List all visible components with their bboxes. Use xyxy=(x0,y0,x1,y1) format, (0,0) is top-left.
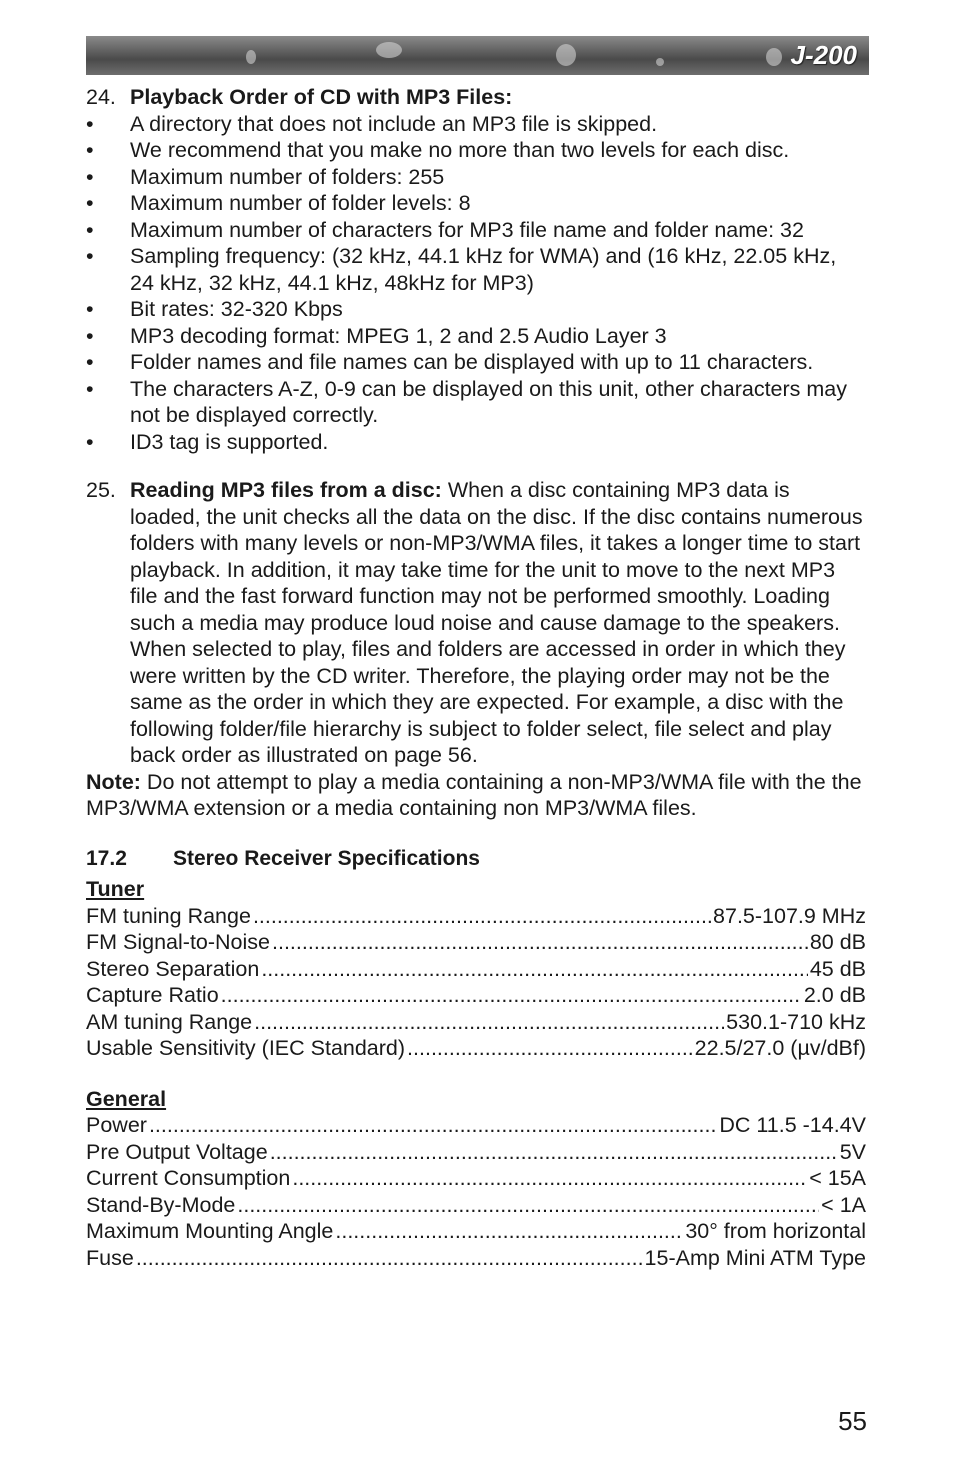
spec-value: 80 dB xyxy=(809,930,866,954)
section-24-heading xyxy=(86,84,866,111)
bullet-icon: • xyxy=(86,217,94,242)
list-item xyxy=(86,243,866,296)
spec-label: Maximum Mounting Angle xyxy=(86,1219,334,1243)
spec-label: AM tuning Range xyxy=(86,1009,253,1034)
spec-label: FM Signal-to-Noise xyxy=(86,930,270,954)
section-17-2-heading xyxy=(86,846,866,873)
spec-row xyxy=(86,1218,866,1245)
spec-row xyxy=(86,1112,866,1139)
spec-value: 2.0 dB xyxy=(803,983,866,1007)
dot-leader xyxy=(292,1165,807,1192)
dot-leader xyxy=(270,1139,838,1166)
list-item-text: Maximum number of folder levels: 8 xyxy=(130,191,471,215)
bullet-icon: • xyxy=(86,111,94,136)
page-number: 55 xyxy=(838,1406,867,1436)
model-name: J-200 xyxy=(790,40,857,70)
bullet-icon: • xyxy=(86,244,94,268)
spec-value: DC 11.5 -14.4V xyxy=(719,1113,866,1137)
spec-label: Power xyxy=(86,1113,147,1137)
decorative-drop-icon xyxy=(376,42,402,58)
list-item-text: Sampling frequency: (32 kHz, 44.1 kHz for WMA) and (16 kHz, 22.05 kHz, 24 kHz, 32 kHz, 44.1 kHz, 48kHz for MP3) xyxy=(130,244,837,295)
spec-value: < 15A xyxy=(809,1166,866,1190)
spec-row xyxy=(86,1245,866,1272)
spec-row xyxy=(86,1009,866,1036)
bullet-icon: • xyxy=(86,297,94,321)
header-banner xyxy=(86,36,869,75)
bullet-icon: • xyxy=(86,429,94,454)
spec-label: Stand-By-Mode xyxy=(86,1192,236,1217)
section-number: 25. xyxy=(86,478,116,502)
tuner-heading: Tuner xyxy=(86,877,145,901)
page-content xyxy=(86,84,866,1271)
bullet-list xyxy=(86,111,866,456)
spec-row xyxy=(86,929,866,956)
spec-value: 530.1-710 kHz xyxy=(726,1009,866,1034)
bullet-icon: • xyxy=(86,376,94,401)
list-item-text: Folder names and file names can be displayed with up to 11 characters. xyxy=(130,350,814,374)
spec-row xyxy=(86,903,866,930)
tuner-spec-table xyxy=(86,903,866,1062)
decorative-drop-icon xyxy=(656,58,664,66)
spec-value: 15-Amp Mini ATM Type xyxy=(644,1245,866,1270)
list-item xyxy=(86,137,866,164)
decorative-drop-icon xyxy=(556,44,576,66)
list-item xyxy=(86,376,866,429)
spec-label: Fuse xyxy=(86,1245,134,1270)
section-25-paragraph xyxy=(86,477,866,769)
list-item-text: Bit rates: 32-320 Kbps xyxy=(130,297,343,321)
list-item xyxy=(86,111,866,138)
list-item-text: MP3 decoding format: MPEG 1, 2 and 2.5 Audio Layer 3 xyxy=(130,323,667,348)
spec-label: Pre Output Voltage xyxy=(86,1139,268,1164)
dot-leader xyxy=(221,982,802,1009)
list-item-text: ID3 tag is supported. xyxy=(130,429,329,454)
general-heading: General xyxy=(86,1086,167,1111)
general-spec-table xyxy=(86,1112,866,1271)
spec-label: Capture Ratio xyxy=(86,983,219,1007)
spec-value: 45 dB xyxy=(809,956,866,981)
note-text: Do not attempt to play a media containing a non-MP3/WMA file with the the MP3/WMA extension or a media containing non MP3/WMA files. xyxy=(86,769,862,820)
dot-leader xyxy=(261,956,808,983)
spec-value: < 1A xyxy=(821,1192,866,1217)
list-item xyxy=(86,296,866,323)
spec-label: Usable Sensitivity (IEC Standard) xyxy=(86,1036,406,1060)
spec-row xyxy=(86,1165,866,1192)
bullet-icon: • xyxy=(86,350,94,374)
dot-leader xyxy=(254,1009,724,1036)
bullet-icon: • xyxy=(86,138,94,162)
list-item-text: A directory that does not include an MP3 file is skipped. xyxy=(130,111,658,136)
dot-leader xyxy=(149,1112,717,1139)
decorative-drop-icon xyxy=(766,48,782,66)
dot-leader xyxy=(253,903,711,930)
list-item-text: Maximum number of characters for MP3 file name and folder name: 32 xyxy=(130,217,804,242)
spec-value: 87.5-107.9 MHz xyxy=(713,903,866,928)
spec-row xyxy=(86,982,866,1009)
section-title: Stereo Receiver Specifications xyxy=(173,846,480,870)
list-item xyxy=(86,190,866,217)
section-number: 17.2 xyxy=(86,846,127,870)
spec-row xyxy=(86,1035,866,1062)
dot-leader xyxy=(136,1245,643,1272)
section-number: 24. xyxy=(86,85,116,109)
spec-value: 5V xyxy=(839,1139,866,1164)
list-item xyxy=(86,164,866,191)
spec-row xyxy=(86,1192,866,1219)
note-label: Note: xyxy=(86,769,141,794)
section-title: Reading MP3 files from a disc: xyxy=(130,478,442,502)
dot-leader xyxy=(407,1035,693,1062)
dot-leader xyxy=(335,1218,683,1245)
spec-label: Current Consumption xyxy=(86,1166,291,1190)
dot-leader xyxy=(237,1192,819,1219)
list-item xyxy=(86,429,866,456)
spec-label: FM tuning Range xyxy=(86,903,251,928)
list-item xyxy=(86,217,866,244)
spec-row xyxy=(86,1139,866,1166)
spec-row xyxy=(86,956,866,983)
section-body: When a disc containing MP3 data is loaded, the unit checks all the data on the disc. If the disc contains numerous folders with many levels or non-MP3/WMA files, it takes a longer time to start playback. In addition, it may take time for the unit to move to the next MP3 file and the fast forward function may not be performed smoothly. Loading such a media may produce loud noise and cause damage to the speakers. When selected to play, files and folders are accessed in order in which they were written by the CD writer. Therefore, the playing order may not be the same as the order in which they are expected. For example, a disc with the following folder/file hierarchy is subject to folder select, file select and play back order as illustrated on page 56. xyxy=(130,478,863,767)
list-item-text: We recommend that you make no more than two levels for each disc. xyxy=(130,138,790,162)
list-item-text: The characters A-Z, 0-9 can be displayed on this unit, other characters may not be displayed correctly. xyxy=(130,376,848,427)
list-item xyxy=(86,349,866,376)
decorative-drop-icon xyxy=(246,50,256,64)
section-title: Playback Order of CD with MP3 Files: xyxy=(130,85,513,109)
dot-leader xyxy=(272,929,808,956)
list-item xyxy=(86,323,866,350)
list-item-text: Maximum number of folders: 255 xyxy=(130,164,445,189)
note-paragraph xyxy=(86,769,866,822)
bullet-icon: • xyxy=(86,323,94,348)
spec-value: 30° from horizontal xyxy=(685,1219,866,1243)
bullet-icon: • xyxy=(86,191,94,215)
spec-label: Stereo Separation xyxy=(86,956,260,981)
bullet-icon: • xyxy=(86,164,94,189)
spec-value: 22.5/27.0 (µv/dBf) xyxy=(694,1036,866,1060)
